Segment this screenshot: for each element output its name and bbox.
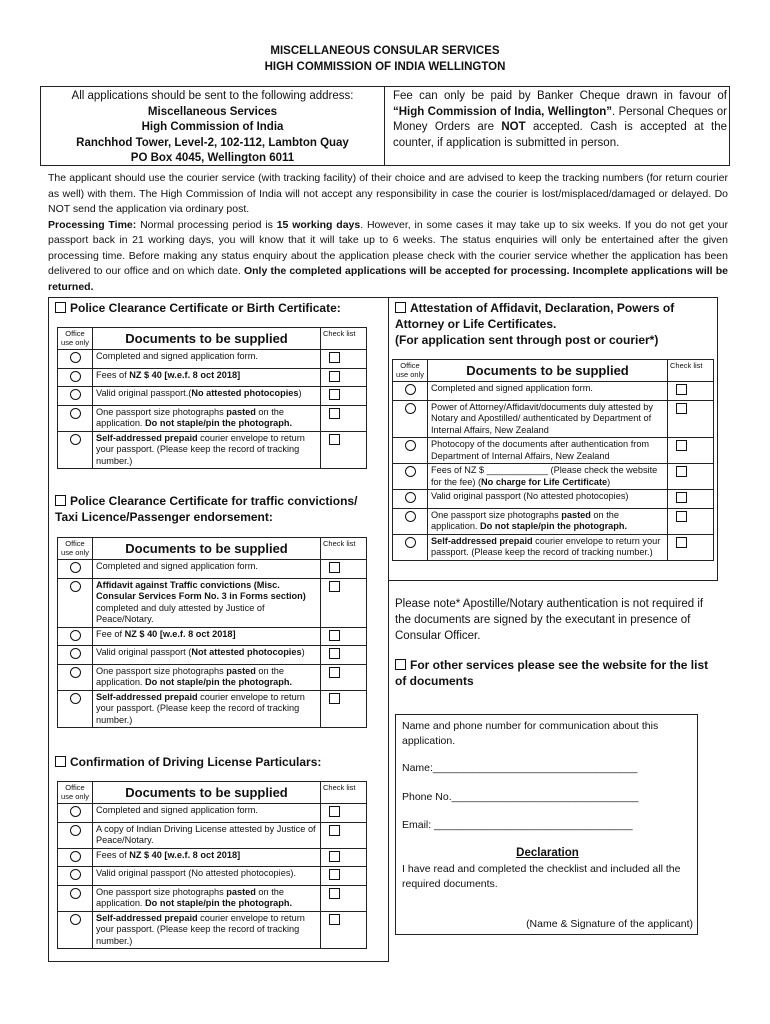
header-checklist: Check list <box>321 328 367 350</box>
office-cell <box>393 382 428 401</box>
document-text: Self-addressed prepaid <box>96 432 198 443</box>
document-text: courier envelope to return your passport. (Please keep the record of tracking number.) <box>96 912 305 946</box>
table-row <box>393 490 714 509</box>
address-org: High Commission of India <box>141 121 284 133</box>
checklist-box[interactable] <box>329 869 340 880</box>
document-cell <box>93 578 321 627</box>
section-title-text: Taxi Licence/Passenger endorsement: <box>55 510 273 524</box>
document-text: Fees of <box>96 849 130 860</box>
office-cell <box>58 911 93 949</box>
office-circle <box>70 408 81 419</box>
office-cell <box>393 508 428 534</box>
document-cell <box>93 822 321 848</box>
document-text: Self-addressed prepaid <box>96 912 198 923</box>
document-text: courier envelope to return your passport. (Please keep the record of tracking number.) <box>96 691 305 725</box>
checklist-box[interactable] <box>329 806 340 817</box>
document-text: Fees of NZ $ ____________ (Please check the website for the fee) ( <box>431 465 658 487</box>
document-text: Not attested photocopies <box>191 647 302 657</box>
checklist-cell <box>321 405 367 431</box>
document-cell <box>93 368 321 387</box>
office-cell <box>58 387 93 406</box>
document-cell <box>428 464 668 490</box>
checklist-cell <box>321 848 367 867</box>
address-po: PO Box 4045, Wellington 6011 <box>130 152 295 164</box>
document-text: No charge for Life Certificate <box>481 476 608 487</box>
checklist-cell <box>321 911 367 949</box>
office-cell <box>58 431 93 469</box>
document-text: One passport size photographs <box>96 665 227 676</box>
header-office-use: Office use only <box>393 360 428 382</box>
table-row <box>393 382 714 401</box>
office-circle <box>70 648 81 659</box>
document-text: on the application. <box>431 509 619 531</box>
document-text: Power of Attorney/Affidavit/documents duly attested by Notary and Apostilled/ authenticated by Department of Internal Affairs, New Zealand <box>431 401 653 435</box>
document-text: Completed and signed application form. <box>96 561 258 571</box>
table-row <box>58 431 367 469</box>
document-text: courier envelope to return your passport. (Please keep the record of tracking number.) <box>96 432 305 466</box>
table-row <box>58 350 367 369</box>
checklist-box[interactable] <box>329 648 340 659</box>
processing-label: Processing Time: <box>48 218 137 231</box>
office-circle <box>70 581 81 592</box>
checklist-box[interactable] <box>676 440 687 451</box>
document-cell <box>93 646 321 665</box>
document-cell <box>428 382 668 401</box>
fee-payee: “High Commission of India, Wellington” <box>393 105 613 118</box>
checklist-cell <box>668 400 714 438</box>
document-text: Self-addressed prepaid <box>96 691 198 702</box>
document-cell <box>93 911 321 949</box>
document-text: courier envelope to return your passport. (Please keep the record of tracking number.) <box>431 535 661 557</box>
office-cell <box>58 804 93 823</box>
office-circle <box>70 869 81 880</box>
office-cell <box>58 646 93 665</box>
declaration-text: I have read and completed the checklist and included all the required documents. <box>402 863 681 890</box>
document-text: NZ $ 40 [w.e.f. 8 oct 2018] <box>129 849 241 860</box>
document-text: on the application. <box>96 406 284 428</box>
checklist-box[interactable] <box>676 384 687 395</box>
table-row <box>58 848 367 867</box>
office-circle <box>70 562 81 573</box>
checkbox-icon[interactable] <box>55 495 66 506</box>
table-row <box>58 560 367 579</box>
document-text: Completed and signed application form. <box>96 351 258 361</box>
checklist-box[interactable] <box>676 537 687 548</box>
checklist-box[interactable] <box>676 466 687 477</box>
document-text: A copy of Indian Driving License attested by Justice of Peace/Notary. <box>96 823 316 845</box>
checkbox-icon[interactable] <box>395 659 406 670</box>
table-row <box>393 438 714 464</box>
driving-table <box>57 781 367 949</box>
checkbox-icon[interactable] <box>395 302 406 313</box>
table-row <box>58 885 367 911</box>
header-office-use: Office use only <box>58 782 93 804</box>
office-circle <box>70 434 81 445</box>
document-text: pasted <box>561 509 591 520</box>
office-circle <box>70 825 81 836</box>
document-text: Valid original passport (No attested photocopies) <box>431 491 629 501</box>
checklist-cell <box>668 490 714 509</box>
fee-text: accepted. Cash is accepted at the counter, if application is submitted in person. <box>393 121 727 149</box>
fee-block <box>393 89 727 151</box>
checklist-box[interactable] <box>329 630 340 641</box>
checkbox-icon[interactable] <box>55 756 66 767</box>
checklist-box[interactable] <box>329 371 340 382</box>
document-cell <box>93 885 321 911</box>
processing-days: 15 working days <box>276 218 361 231</box>
table-row <box>58 387 367 406</box>
processing-text: Normal processing period is <box>136 218 277 231</box>
document-text: pasted <box>226 886 256 897</box>
header-checklist: Check list <box>668 360 714 382</box>
office-circle <box>70 371 81 382</box>
document-text: pasted <box>226 665 256 676</box>
checklist-box[interactable] <box>676 403 687 414</box>
declaration-title: Declaration <box>516 847 579 859</box>
office-cell <box>393 464 428 490</box>
checklist-cell <box>321 885 367 911</box>
section-title-driving <box>55 754 321 770</box>
document-text: ) <box>607 476 611 487</box>
table-row <box>58 911 367 949</box>
document-cell <box>93 350 321 369</box>
address-fee-box <box>40 86 730 166</box>
document-text: Valid original passport.( <box>96 388 192 398</box>
document-cell <box>428 508 668 534</box>
section-title-text: (For application sent through post or courier*) <box>395 333 659 347</box>
header-office-use: Office use only <box>58 328 93 350</box>
document-text: on the application. <box>96 886 284 908</box>
document-text: Affidavit against Traffic convictions (Misc. Consular Services Form No. 3 in Forms section) <box>96 579 306 601</box>
fee-not: NOT <box>501 121 526 133</box>
doc-subtitle: HIGH COMMISSION OF INDIA WELLINGTON <box>264 61 506 73</box>
office-circle <box>70 630 81 641</box>
header-documents: Documents to be supplied <box>428 360 668 382</box>
table-row <box>58 664 367 690</box>
checklist-cell <box>321 560 367 579</box>
checklist-cell <box>321 664 367 690</box>
checklist-cell <box>321 627 367 646</box>
other-services-text: For other services please see the website for the list of documents <box>395 658 709 688</box>
document-text: Valid original passport ( <box>96 647 192 657</box>
document-cell <box>428 490 668 509</box>
header-checklist: Check list <box>321 538 367 560</box>
office-circle <box>405 384 416 395</box>
office-circle <box>70 914 81 925</box>
document-cell <box>93 405 321 431</box>
office-circle <box>70 806 81 817</box>
apostille-note: Please note* Apostille/Notary authentication is not required if the documents are signed by the executant in presence of Consular Officer. <box>395 598 704 642</box>
checklist-cell <box>668 464 714 490</box>
checklist-cell <box>321 350 367 369</box>
office-cell <box>58 350 93 369</box>
office-circle <box>70 851 81 862</box>
document-cell <box>93 431 321 469</box>
checklist-cell <box>668 382 714 401</box>
document-text: Do not staple/pin the photograph. <box>480 521 628 531</box>
document-text: Self-addressed prepaid <box>431 535 533 546</box>
table-row <box>393 508 714 534</box>
document-cell <box>93 867 321 886</box>
checklist-cell <box>321 867 367 886</box>
checklist-cell <box>321 690 367 728</box>
checklist-box[interactable] <box>329 389 340 400</box>
office-circle <box>405 537 416 548</box>
intro-text: The applicant should use the courier service (with tracking facility) of their choice and are advised to keep the tracking numbers (for return courier as well) with them. The High Commission of India will not accept any responsibility in case the courier is lost/misplaced/damaged or delayed. Do NOT send the application via ordinary post. <box>48 172 728 215</box>
document-cell <box>93 387 321 406</box>
address-street: Ranchhod Tower, Level-2, 102-112, Lambton Quay <box>76 136 349 149</box>
table-row <box>58 627 367 646</box>
document-text: Valid original passport (No attested photocopies). <box>96 868 297 878</box>
table-row <box>58 690 367 728</box>
table-row <box>393 464 714 490</box>
office-circle <box>405 403 416 414</box>
processing-text: . However, in some cases it may take up to six weeks. If you do not get your passport back in 21 working days, you will know that it will take up to 6 weeks. The status enquiries will only be entertained after the given processing time. Before making any status enquiry about the application please check with the courier service whether the application has been delivered to our office and on which date. <box>48 218 728 277</box>
office-circle <box>70 389 81 400</box>
fee-text: . Personal Cheques or Money Orders are <box>393 105 727 133</box>
office-cell <box>393 438 428 464</box>
header-documents: Documents to be supplied <box>93 538 321 560</box>
checklist-box[interactable] <box>329 562 340 573</box>
address-intro: All applications should be sent to the following address: <box>71 90 354 102</box>
section-title-attestation <box>395 300 715 348</box>
checklist-box[interactable] <box>329 408 340 419</box>
checkbox-icon[interactable] <box>55 302 66 313</box>
doc-title: MISCELLANEOUS CONSULAR SERVICES <box>270 45 500 57</box>
office-cell <box>58 664 93 690</box>
table-row <box>58 867 367 886</box>
section-title-text: Police Clearance Certificate or Birth Certificate: <box>70 301 341 315</box>
office-cell <box>393 490 428 509</box>
office-cell <box>393 534 428 560</box>
office-cell <box>58 690 93 728</box>
office-circle <box>70 667 81 678</box>
other-services-note <box>395 657 720 689</box>
office-cell <box>58 822 93 848</box>
document-cell <box>428 438 668 464</box>
office-cell <box>58 867 93 886</box>
section-title-text: Attorney or Life Certificates. <box>395 317 557 331</box>
table-row <box>58 646 367 665</box>
document-text: One passport size photographs <box>96 886 227 897</box>
address-block <box>41 87 385 165</box>
checklist-cell <box>321 368 367 387</box>
document-cell <box>93 560 321 579</box>
checklist-box[interactable] <box>676 511 687 522</box>
attestation-table <box>392 359 714 561</box>
checklist-box[interactable] <box>329 888 340 899</box>
document-text: ) <box>301 647 305 657</box>
section-title-pcc <box>55 300 341 316</box>
checklist-box[interactable] <box>329 825 340 836</box>
checklist-cell <box>668 534 714 560</box>
section-title-traffic <box>55 493 357 525</box>
checklist-box[interactable] <box>329 434 340 445</box>
document-text: pasted <box>226 406 256 417</box>
checklist-cell <box>321 804 367 823</box>
document-text: Do not staple/pin the photograph. <box>145 898 293 908</box>
phone-field[interactable]: Phone No.________________________________ <box>402 791 639 803</box>
processing-warning: Only the completed applications will be accepted for processing. Incomplete applications will be returned. <box>48 265 728 293</box>
section-title-text: Attestation of Affidavit, Declaration, Powers of <box>410 301 675 315</box>
office-cell <box>58 405 93 431</box>
table-row <box>58 804 367 823</box>
document-text: Fees of <box>96 369 130 380</box>
document-text: NZ $ 40 [w.e.f. 8 oct 2018] <box>129 369 241 380</box>
checklist-box[interactable] <box>329 693 340 704</box>
email-field[interactable]: Email: __________________________________ <box>402 819 633 831</box>
checklist-box[interactable] <box>329 851 340 862</box>
office-circle <box>70 693 81 704</box>
document-text: One passport size photographs <box>431 509 562 520</box>
office-cell <box>58 885 93 911</box>
contact-declaration-box <box>395 714 698 935</box>
checklist-box[interactable] <box>329 352 340 363</box>
document-text: Do not staple/pin the photograph. <box>145 418 293 428</box>
document-text: completed and duly attested by Justice of Peace/Notary. <box>96 602 265 624</box>
table-row <box>58 368 367 387</box>
office-cell <box>58 368 93 387</box>
header-documents: Documents to be supplied <box>93 782 321 804</box>
table-row <box>393 534 714 560</box>
document-text: One passport size photographs <box>96 406 227 417</box>
office-circle <box>405 511 416 522</box>
checklist-cell <box>321 578 367 627</box>
document-text: on the application. <box>96 665 284 687</box>
checklist-cell <box>321 431 367 469</box>
traffic-table <box>57 537 367 728</box>
checklist-cell <box>321 822 367 848</box>
section-title-text: Confirmation of Driving License Particulars: <box>70 755 322 769</box>
fee-text: Fee can only be paid by Banker Cheque drawn in favour of <box>393 90 727 102</box>
signature-line[interactable]: (Name & Signature of the applicant) <box>526 918 693 930</box>
office-cell <box>58 578 93 627</box>
checklist-cell <box>321 646 367 665</box>
document-text: Do not staple/pin the photograph. <box>145 677 293 687</box>
table-row <box>58 578 367 627</box>
office-circle <box>405 492 416 503</box>
table-row <box>58 822 367 848</box>
document-text: No attested photocopies <box>191 388 299 398</box>
intro-paragraph <box>48 171 728 295</box>
table-row <box>58 405 367 431</box>
checklist-cell <box>668 508 714 534</box>
section-title-text: Police Clearance Certificate for traffic convictions/ <box>70 494 358 508</box>
document-cell <box>93 848 321 867</box>
document-text: ) <box>298 388 302 398</box>
document-cell <box>428 534 668 560</box>
document-cell <box>428 400 668 438</box>
document-text: Fee of <box>96 628 125 639</box>
header-documents: Documents to be supplied <box>93 328 321 350</box>
document-cell <box>93 690 321 728</box>
office-cell <box>393 400 428 438</box>
pcc-table <box>57 327 367 469</box>
office-circle <box>70 352 81 363</box>
document-text: NZ $ 40 [w.e.f. 8 oct 2018] <box>124 628 236 639</box>
checklist-cell <box>321 387 367 406</box>
header-checklist: Check list <box>321 782 367 804</box>
document-cell <box>93 804 321 823</box>
document-text: Photocopy of the documents after authentication from Department of Internal Affairs, New Zealand <box>431 439 650 461</box>
office-circle <box>405 466 416 477</box>
header-office-use: Office use only <box>58 538 93 560</box>
name-field[interactable]: Name:___________________________________ <box>402 762 638 774</box>
checklist-box[interactable] <box>676 492 687 503</box>
office-cell <box>58 848 93 867</box>
office-cell <box>58 560 93 579</box>
document-text: Completed and signed application form. <box>96 805 258 815</box>
contact-intro: Name and phone number for communication about this application. <box>402 720 659 747</box>
office-cell <box>58 627 93 646</box>
table-row <box>393 400 714 438</box>
checklist-box[interactable] <box>329 581 340 592</box>
checklist-box[interactable] <box>329 667 340 678</box>
checklist-box[interactable] <box>329 914 340 925</box>
address-name: Miscellaneous Services <box>147 105 278 118</box>
document-cell <box>93 664 321 690</box>
checklist-cell <box>668 438 714 464</box>
document-cell <box>93 627 321 646</box>
document-text: Completed and signed application form. <box>431 383 593 393</box>
office-circle <box>405 440 416 451</box>
office-circle <box>70 888 81 899</box>
